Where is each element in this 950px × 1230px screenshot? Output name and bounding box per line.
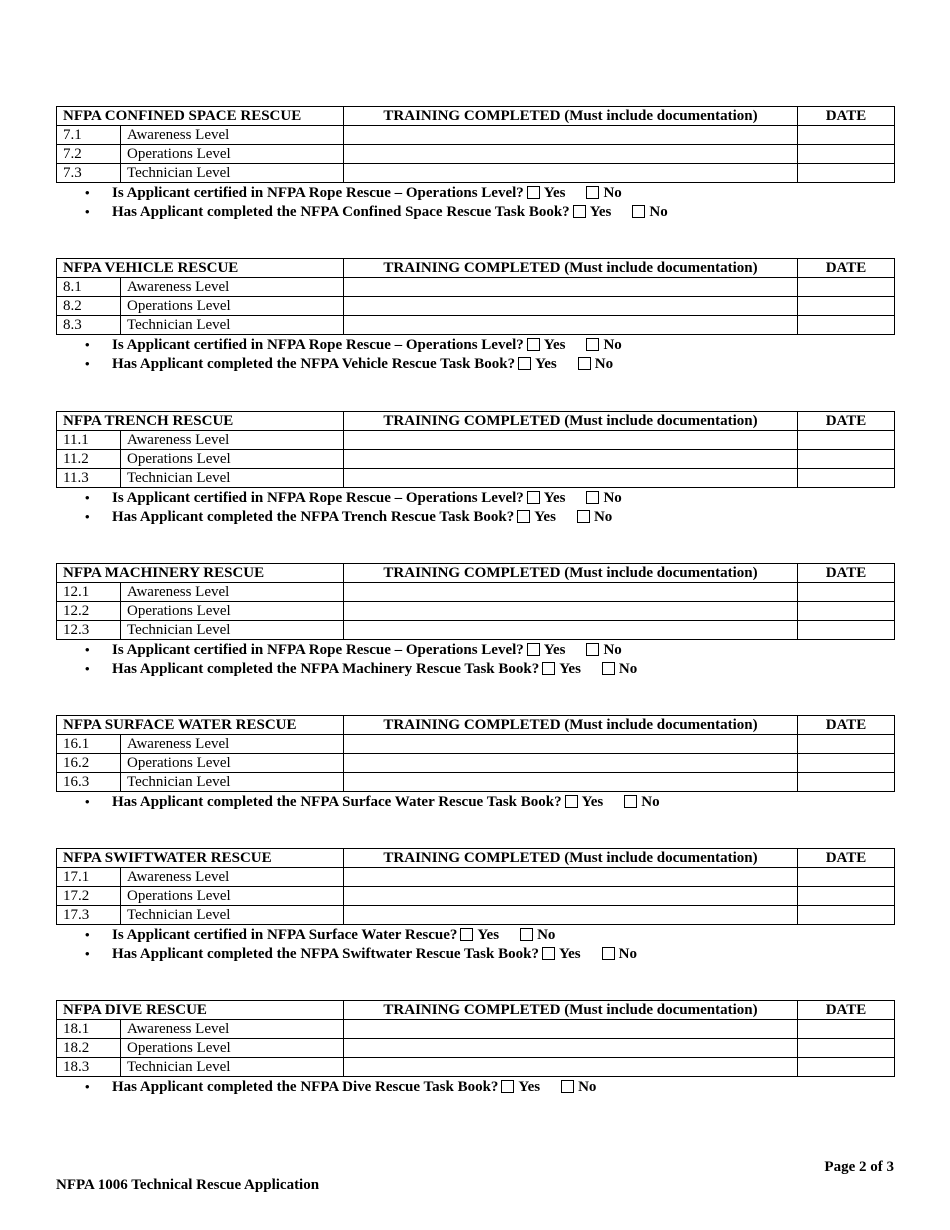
date-field[interactable] (798, 297, 895, 316)
yes-checkbox[interactable] (517, 510, 530, 523)
question-text: Is Applicant certified in NFPA Rope Rescue – Operations Level? (112, 337, 524, 353)
section-title: NFPA CONFINED SPACE RESCUE (57, 107, 344, 126)
date-field[interactable] (798, 621, 895, 640)
yes-label: Yes (535, 355, 557, 372)
yes-checkbox[interactable] (518, 357, 531, 370)
no-checkbox[interactable] (578, 357, 591, 370)
level-name: Operations Level (121, 602, 344, 621)
question-item (56, 203, 894, 222)
level-number: 8.3 (57, 316, 121, 335)
level-number: 11.3 (57, 469, 121, 488)
level-name: Awareness Level (121, 583, 344, 602)
yes-label: Yes (534, 508, 556, 525)
yes-checkbox[interactable] (527, 491, 540, 504)
yes-checkbox[interactable] (460, 928, 473, 941)
training-completed-field[interactable] (344, 164, 798, 183)
level-name: Operations Level (121, 145, 344, 164)
level-number: 7.3 (57, 164, 121, 183)
yes-label: Yes (558, 945, 581, 962)
table-row (57, 621, 895, 640)
table-header-row (57, 259, 895, 278)
level-number: 18.3 (57, 1058, 121, 1077)
question-text: Has Applicant completed the NFPA Swiftwater Rescue Task Book? (112, 945, 539, 962)
question-item (56, 926, 894, 945)
section-swiftwater (56, 848, 894, 963)
training-completed-header: TRAINING COMPLETED (Must include documentation) (344, 849, 798, 868)
table-row (57, 1058, 895, 1077)
training-completed-header: TRAINING COMPLETED (Must include documentation) (344, 259, 798, 278)
section-dive (56, 1000, 894, 1097)
question-list (56, 641, 894, 678)
date-field[interactable] (798, 126, 895, 145)
date-field[interactable] (798, 735, 895, 754)
question-list (56, 926, 894, 963)
question-text: Has Applicant completed the NFPA Dive Rescue Task Book? (112, 1079, 499, 1095)
bullet-icon: • (85, 185, 90, 200)
yes-checkbox[interactable] (501, 1080, 514, 1093)
question-text: Is Applicant certified in NFPA Rope Rescue – Operations Level? (112, 185, 524, 201)
section-confined-space (56, 106, 894, 221)
table-row (57, 126, 895, 145)
date-header: DATE (798, 412, 895, 431)
question-text: Has Applicant completed the NFPA Machinery Rescue Task Book? (112, 660, 540, 677)
table-row (57, 906, 895, 925)
training-completed-header: TRAINING COMPLETED (Must include documentation) (344, 107, 798, 126)
yes-label: Yes (559, 660, 581, 677)
level-number: 12.1 (57, 583, 121, 602)
bullet-icon: • (85, 1079, 90, 1094)
level-number: 18.1 (57, 1020, 121, 1039)
table-row (57, 868, 895, 887)
level-number: 7.1 (57, 126, 121, 145)
section-title: NFPA DIVE RESCUE (57, 1001, 344, 1020)
table-row (57, 602, 895, 621)
no-checkbox[interactable] (586, 186, 599, 199)
no-checkbox[interactable] (602, 662, 615, 675)
level-number: 8.2 (57, 297, 121, 316)
question-item (56, 793, 894, 812)
level-number: 7.2 (57, 145, 121, 164)
level-name: Technician Level (121, 621, 344, 640)
table-row (57, 297, 895, 316)
date-field[interactable] (798, 1020, 895, 1039)
question-text: Has Applicant completed the NFPA Surface Water Rescue Task Book? (112, 794, 562, 810)
table-row (57, 583, 895, 602)
level-name: Technician Level (121, 469, 344, 488)
question-item (56, 508, 894, 527)
question-list (56, 184, 894, 221)
date-field[interactable] (798, 431, 895, 450)
table-row (57, 164, 895, 183)
table-header-row (57, 716, 895, 735)
section-vehicle (56, 258, 894, 373)
yes-checkbox[interactable] (527, 338, 540, 351)
no-label: No (578, 1079, 597, 1095)
no-label: No (603, 337, 622, 353)
no-label: No (603, 185, 622, 201)
table-header-row (57, 564, 895, 583)
training-completed-field[interactable] (344, 450, 798, 469)
question-text: Is Applicant certified in NFPA Rope Rescue – Operations Level? (112, 642, 524, 658)
level-number: 12.2 (57, 602, 121, 621)
training-completed-field[interactable] (344, 316, 798, 335)
table-row (57, 773, 895, 792)
yes-checkbox[interactable] (527, 186, 540, 199)
rescue-table (56, 1000, 895, 1077)
table-row (57, 1020, 895, 1039)
date-field[interactable] (798, 602, 895, 621)
date-field[interactable] (798, 773, 895, 792)
training-completed-field[interactable] (344, 602, 798, 621)
level-number: 11.1 (57, 431, 121, 450)
level-name: Technician Level (121, 164, 344, 183)
level-name: Awareness Level (121, 431, 344, 450)
table-row (57, 145, 895, 164)
level-name: Operations Level (121, 754, 344, 773)
date-header: DATE (798, 716, 895, 735)
date-header: DATE (798, 849, 895, 868)
date-field[interactable] (798, 469, 895, 488)
training-completed-field[interactable] (344, 469, 798, 488)
date-header: DATE (798, 1001, 895, 1020)
question-item (56, 336, 894, 355)
section-title: NFPA MACHINERY RESCUE (57, 564, 344, 583)
date-field[interactable] (798, 145, 895, 164)
no-label: No (593, 508, 613, 525)
level-name: Operations Level (121, 297, 344, 316)
no-checkbox[interactable] (520, 928, 533, 941)
date-field[interactable] (798, 450, 895, 469)
date-field[interactable] (798, 887, 895, 906)
date-header: DATE (798, 259, 895, 278)
question-text: Has Applicant completed the NFPA Vehicle Rescue Task Book? (112, 355, 516, 372)
date-field[interactable] (798, 1039, 895, 1058)
no-checkbox[interactable] (586, 491, 599, 504)
rescue-table (56, 715, 895, 792)
training-completed-field[interactable] (344, 431, 798, 450)
yes-label: Yes (518, 1079, 541, 1095)
level-name: Technician Level (121, 316, 344, 335)
section-title: NFPA SURFACE WATER RESCUE (57, 716, 344, 735)
yes-checkbox[interactable] (527, 643, 540, 656)
level-number: 18.2 (57, 1039, 121, 1058)
bullet-icon: • (85, 660, 90, 676)
training-completed-field[interactable] (344, 754, 798, 773)
table-row (57, 754, 895, 773)
table-row (57, 450, 895, 469)
table-header-row (57, 849, 895, 868)
question-item (56, 1078, 894, 1097)
question-text: Is Applicant certified in NFPA Rope Rescue – Operations Level? (112, 490, 524, 506)
question-list (56, 793, 894, 812)
yes-label: Yes (589, 203, 612, 220)
date-header: DATE (798, 564, 895, 583)
no-checkbox[interactable] (561, 1080, 574, 1093)
no-label: No (618, 945, 637, 962)
table-row (57, 1039, 895, 1058)
section-surface-water (56, 715, 894, 812)
no-checkbox[interactable] (602, 947, 615, 960)
section-title: NFPA TRENCH RESCUE (57, 412, 344, 431)
yes-checkbox[interactable] (542, 947, 555, 960)
no-label: No (594, 355, 614, 372)
level-name: Technician Level (121, 906, 344, 925)
level-name: Operations Level (121, 887, 344, 906)
level-number: 12.3 (57, 621, 121, 640)
training-completed-header: TRAINING COMPLETED (Must include documentation) (344, 412, 798, 431)
no-label: No (641, 794, 660, 810)
bullet-icon: • (85, 203, 90, 219)
question-text: Is Applicant certified in NFPA Surface Water Rescue? (112, 927, 458, 943)
training-completed-field[interactable] (344, 297, 798, 316)
training-completed-field[interactable] (344, 773, 798, 792)
date-field[interactable] (798, 868, 895, 887)
training-completed-field[interactable] (344, 278, 798, 297)
rescue-table (56, 258, 895, 335)
level-number: 17.1 (57, 868, 121, 887)
section-machinery (56, 563, 894, 678)
table-header-row (57, 107, 895, 126)
training-completed-field[interactable] (344, 868, 798, 887)
training-completed-header: TRAINING COMPLETED (Must include documentation) (344, 564, 798, 583)
no-checkbox[interactable] (586, 338, 599, 351)
level-name: Awareness Level (121, 126, 344, 145)
training-completed-field[interactable] (344, 1020, 798, 1039)
table-row (57, 735, 895, 754)
level-name: Technician Level (121, 1058, 344, 1077)
bullet-icon: • (85, 490, 90, 505)
yes-label: Yes (543, 642, 566, 658)
section-title: NFPA SWIFTWATER RESCUE (57, 849, 344, 868)
level-number: 17.2 (57, 887, 121, 906)
level-name: Operations Level (121, 450, 344, 469)
date-field[interactable] (798, 1058, 895, 1077)
level-number: 16.2 (57, 754, 121, 773)
training-completed-field[interactable] (344, 906, 798, 925)
yes-label: Yes (581, 794, 604, 810)
table-row (57, 316, 895, 335)
yes-checkbox[interactable] (542, 662, 555, 675)
table-header-row (57, 1001, 895, 1020)
bullet-icon: • (85, 508, 90, 524)
training-completed-field[interactable] (344, 621, 798, 640)
no-label: No (603, 490, 622, 506)
page-number: Page 2 of 3 (824, 1159, 894, 1175)
no-label: No (618, 660, 638, 677)
question-item (56, 660, 894, 679)
table-row (57, 431, 895, 450)
yes-checkbox[interactable] (565, 795, 578, 808)
question-text: Has Applicant completed the NFPA Confined Space Rescue Task Book? (112, 203, 570, 220)
level-number: 8.1 (57, 278, 121, 297)
question-item (56, 641, 894, 660)
training-completed-field[interactable] (344, 735, 798, 754)
question-list (56, 336, 894, 373)
date-header: DATE (798, 107, 895, 126)
no-checkbox[interactable] (586, 643, 599, 656)
level-name: Operations Level (121, 1039, 344, 1058)
date-field[interactable] (798, 316, 895, 335)
yes-label: Yes (543, 185, 566, 201)
training-completed-field[interactable] (344, 126, 798, 145)
table-row (57, 278, 895, 297)
training-completed-header: TRAINING COMPLETED (Must include documentation) (344, 1001, 798, 1020)
level-number: 11.2 (57, 450, 121, 469)
date-field[interactable] (798, 278, 895, 297)
level-name: Technician Level (121, 773, 344, 792)
level-number: 16.1 (57, 735, 121, 754)
bullet-icon: • (85, 945, 90, 961)
training-completed-field[interactable] (344, 887, 798, 906)
level-name: Awareness Level (121, 735, 344, 754)
question-list (56, 489, 894, 526)
date-field[interactable] (798, 754, 895, 773)
rescue-table (56, 411, 895, 488)
section-title: NFPA VEHICLE RESCUE (57, 259, 344, 278)
bullet-icon: • (85, 355, 90, 371)
no-label: No (537, 927, 556, 943)
no-label: No (603, 642, 622, 658)
rescue-table (56, 848, 895, 925)
date-field[interactable] (798, 583, 895, 602)
rescue-table (56, 106, 895, 183)
question-list (56, 1078, 894, 1097)
training-completed-header: TRAINING COMPLETED (Must include documentation) (344, 716, 798, 735)
document-title: NFPA 1006 Technical Rescue Application (56, 1177, 320, 1193)
training-completed-field[interactable] (344, 583, 798, 602)
yes-label: Yes (543, 490, 566, 506)
yes-checkbox[interactable] (573, 205, 586, 218)
level-name: Awareness Level (121, 1020, 344, 1039)
training-completed-field[interactable] (344, 145, 798, 164)
question-item (56, 945, 894, 964)
bullet-icon: • (85, 927, 90, 942)
level-name: Awareness Level (121, 278, 344, 297)
yes-label: Yes (477, 927, 500, 943)
yes-label: Yes (543, 337, 566, 353)
bullet-icon: • (85, 794, 90, 809)
table-header-row (57, 412, 895, 431)
no-checkbox[interactable] (577, 510, 590, 523)
bullet-icon: • (85, 337, 90, 352)
level-number: 16.3 (57, 773, 121, 792)
table-row (57, 887, 895, 906)
level-name: Awareness Level (121, 868, 344, 887)
no-label: No (649, 203, 668, 220)
rescue-table (56, 563, 895, 640)
question-item (56, 355, 894, 374)
training-completed-field[interactable] (344, 1039, 798, 1058)
section-trench (56, 411, 894, 526)
no-checkbox[interactable] (632, 205, 645, 218)
table-row (57, 469, 895, 488)
question-item (56, 489, 894, 508)
question-text: Has Applicant completed the NFPA Trench Rescue Task Book? (112, 508, 515, 525)
question-item (56, 184, 894, 203)
bullet-icon: • (85, 642, 90, 657)
training-completed-field[interactable] (344, 1058, 798, 1077)
level-number: 17.3 (57, 906, 121, 925)
no-checkbox[interactable] (624, 795, 637, 808)
date-field[interactable] (798, 164, 895, 183)
date-field[interactable] (798, 906, 895, 925)
